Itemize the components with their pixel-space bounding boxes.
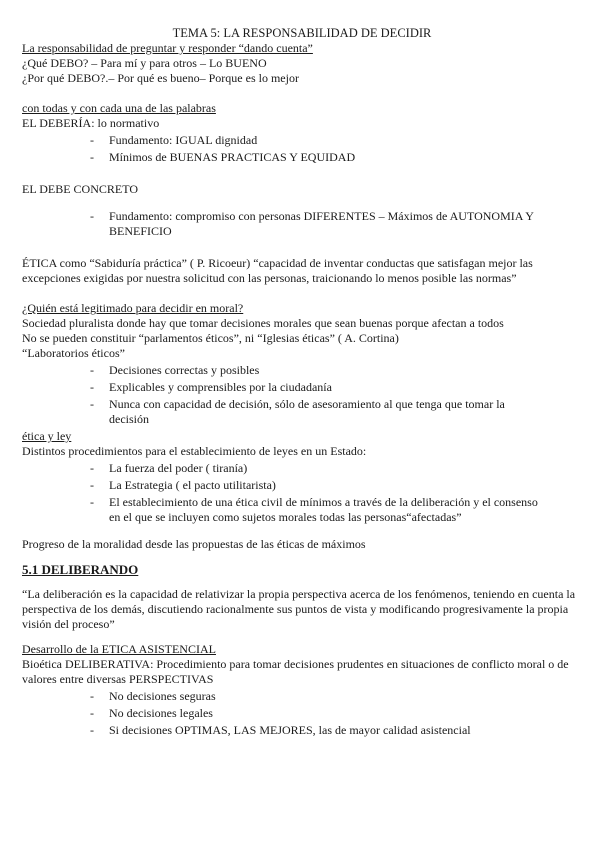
intro-line-2: ¿Por qué DEBO?.– Por qué es bueno– Porque es lo mejor (22, 71, 299, 85)
intro-line-1: ¿Qué DEBO? – Para mí y para otros – Lo BUENO (22, 56, 267, 70)
dash-bullet: - (90, 706, 94, 720)
section-quote: “La deliberación es la capacidad de relativizar la propia perspectiva acerca de los fenómenos, teniendo en cuenta la perspectiva de los demás, discutiendo racionalmente sus puntos de vista y modificando progresivamente la propia visión del proceso” (22, 587, 576, 631)
legitimado-line-1: Sociedad pluralista donde hay que tomar decisiones morales que sean buenas porque afectan a todos (22, 316, 504, 330)
dash-bullet: - (90, 209, 94, 223)
legitimado-heading: ¿Quién está legitimado para decidir en moral? (22, 301, 244, 315)
deberia-heading: con todas y con cada una de las palabras (22, 101, 216, 115)
dash-bullet: - (90, 495, 94, 509)
legitimado-list (22, 363, 582, 427)
dash-bullet: - (90, 478, 94, 492)
deberia-list (22, 133, 582, 165)
list-item: - Fundamento: compromiso con personas DIFERENTES – Máximos de AUTONOMIA Y BENEFICIO (90, 209, 534, 238)
dash-bullet: - (90, 397, 94, 411)
dash-bullet: - (90, 133, 94, 147)
list-item: - La fuerza del poder ( tiranía) (90, 461, 248, 475)
etica-ley-list (22, 461, 582, 525)
list-item: - Si decisiones OPTIMAS, LAS MEJORES, las de mayor calidad asistencial (90, 723, 471, 737)
debe-list (22, 209, 582, 239)
list-item: - La Estrategia ( el pacto utilitarista) (90, 478, 276, 492)
list-item: - Mínimos de BUENAS PRACTICAS Y EQUIDAD (90, 150, 356, 164)
dash-bullet: - (90, 150, 94, 164)
debe-label: EL DEBE CONCRETO (22, 182, 138, 196)
list-item: - El establecimiento de una ética civil de mínimos a través de la deliberación y el consenso en el que se incluyen como sujetos morales todas las personas“afectadas” (90, 495, 538, 524)
progreso-line: Progreso de la moralidad desde las propuestas de las éticas de máximos (22, 537, 366, 551)
document-page (22, 26, 582, 740)
dash-bullet: - (90, 363, 94, 377)
dash-bullet: - (90, 723, 94, 737)
list-item: - Fundamento: IGUAL dignidad (90, 133, 258, 147)
etica-ley-heading: ética y ley (22, 429, 72, 443)
legitimado-line-2: No se pueden constituir “parlamentos éticos”, ni “Iglesias éticas” ( A. Cortina) (22, 331, 399, 345)
dash-bullet: - (90, 689, 94, 703)
list-item: - Explicables y comprensibles por la ciudadanía (90, 380, 332, 394)
asistencial-line-1: Bioética DELIBERATIVA: Procedimiento para tomar decisiones prudentes en situaciones de conflicto moral o de valores entre diversas PERSPECTIVAS (22, 657, 569, 686)
list-item: - No decisiones legales (90, 706, 213, 720)
deberia-label: EL DEBERÍA: lo normativo (22, 116, 160, 130)
legitimado-line-3: “Laboratorios éticos” (22, 346, 125, 360)
list-item: - Nunca con capacidad de decisión, sólo de asesoramiento al que tenga que tomar la decisión (90, 397, 505, 426)
dash-bullet: - (90, 461, 94, 475)
dash-bullet: - (90, 380, 94, 394)
intro-heading: La responsabilidad de preguntar y responder “dando cuenta” (22, 41, 313, 55)
document-title: TEMA 5: LA RESPONSABILIDAD DE DECIDIR (172, 26, 432, 40)
etica-ley-line-1: Distintos procedimientos para el establecimiento de leyes en un Estado: (22, 444, 367, 458)
etica-paragraph: ÉTICA como “Sabiduría práctica” ( P. Ricoeur) “capacidad de inventar conductas que satisfagan mejor las excepciones exigidas por nuestra solicitud con las personas, traicionando lo menos posible las normas” (22, 256, 533, 285)
list-item: - Decisiones correctas y posibles (90, 363, 260, 377)
list-item: - No decisiones seguras (90, 689, 216, 703)
asistencial-list (22, 689, 582, 738)
asistencial-heading: Desarrollo de la ETICA ASISTENCIAL (22, 642, 216, 656)
section-heading: 5.1 DELIBERANDO (22, 562, 139, 577)
